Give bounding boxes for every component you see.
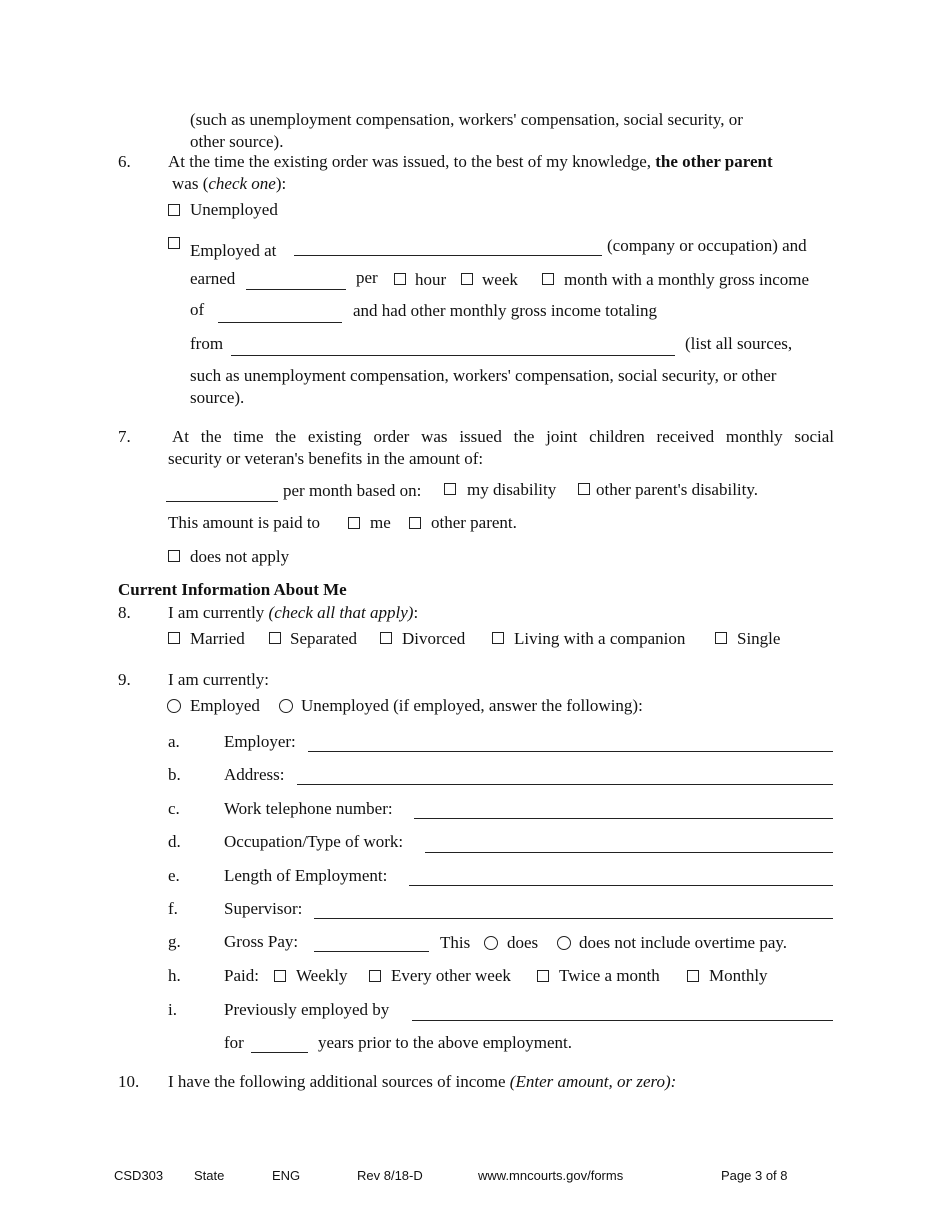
q6-earned-field[interactable] <box>246 289 346 290</box>
address-field[interactable] <box>297 784 833 785</box>
q9e-letter: e. <box>168 866 180 885</box>
footer-page-number: Page 3 of 8 <box>721 1168 788 1183</box>
q9i-letter: i. <box>168 1000 177 1019</box>
q9-employed-radio[interactable] <box>167 699 181 713</box>
q9c-letter: c. <box>168 799 180 818</box>
q6-employed-checkbox[interactable] <box>168 237 180 249</box>
q9-text: I am currently: <box>168 670 270 689</box>
q7-my-disability-label: my disability <box>467 480 557 499</box>
q7-number: 7. <box>118 427 131 446</box>
pay-monthly-checkbox[interactable] <box>687 970 699 982</box>
q9e-label: Length of Employment: <box>224 866 388 885</box>
supervisor-field[interactable] <box>314 918 833 919</box>
pay-monthly-label: Monthly <box>709 966 768 985</box>
q6-unemployed-checkbox[interactable] <box>168 204 180 216</box>
q6-per-label: per <box>356 268 378 287</box>
q7-paid-to-label: This amount is paid to <box>168 513 321 532</box>
q9-number: 9. <box>118 670 131 689</box>
q9f-label: Supervisor: <box>224 899 303 918</box>
q9b-letter: b. <box>168 765 181 784</box>
q6-of-label: of <box>190 300 205 319</box>
years-prior-label: years prior to the above employment. <box>318 1033 572 1052</box>
q6-company-label: (company or occupation) and <box>607 236 807 255</box>
q8-separated-label: Separated <box>290 629 358 648</box>
q6-text-line-1: At the time the existing order was issued, to the best of my knowledge, the other parent <box>168 152 773 171</box>
q6-month-label: month with a monthly gross income <box>564 270 810 289</box>
q6-sources-field[interactable] <box>231 355 675 356</box>
does-not-radio[interactable] <box>557 936 571 950</box>
intro-line-2: other source). <box>190 132 284 151</box>
q9-unemployed-radio[interactable] <box>279 699 293 713</box>
q9b-label: Address: <box>224 765 285 784</box>
pay-weekly-label: Weekly <box>296 966 348 985</box>
pay-weekly-checkbox[interactable] <box>274 970 286 982</box>
pay-twice-month-label: Twice a month <box>559 966 660 985</box>
q9f-letter: f. <box>168 899 178 918</box>
work-phone-field[interactable] <box>414 818 833 819</box>
gross-pay-label: Gross Pay: <box>224 932 299 951</box>
does-not-label: does not include overtime pay. <box>579 933 788 952</box>
q6-number: 6. <box>118 152 131 171</box>
q7-not-apply-checkbox[interactable] <box>168 550 180 562</box>
q8-single-label: Single <box>737 629 781 648</box>
intro-line-1: (such as unemployment compensation, workers' compensation, social security, or <box>190 110 743 129</box>
q9a-letter: a. <box>168 732 180 751</box>
q6-employer-field[interactable] <box>294 255 602 256</box>
q7-text-line-1: At the time the existing order was issued the joint children received monthly social <box>172 427 834 446</box>
q6-earned-label: earned <box>190 269 236 288</box>
section-title: Current Information About Me <box>118 580 347 599</box>
prev-employed-label: Previously employed by <box>224 1000 390 1019</box>
q7-other-disability-checkbox[interactable] <box>578 483 590 495</box>
footer-url: www.mncourts.gov/forms <box>478 1168 624 1183</box>
q8-divorced-label: Divorced <box>402 629 466 648</box>
employer-field[interactable] <box>308 751 833 752</box>
q6-text-line-2: was (check one): <box>172 174 287 193</box>
q6-week-checkbox[interactable] <box>461 273 473 285</box>
q10-text: I have the following additional sources of income (Enter amount, or zero): <box>168 1072 677 1091</box>
q6-from-label: from <box>190 334 224 353</box>
q9-employed-label: Employed <box>190 696 260 715</box>
q9d-letter: d. <box>168 832 181 851</box>
footer-revision: Rev 8/18-D <box>357 1168 423 1183</box>
this-label: This <box>440 933 471 952</box>
q8-companion-checkbox[interactable] <box>492 632 504 644</box>
q9a-label: Employer: <box>224 732 296 751</box>
q9d-label: Occupation/Type of work: <box>224 832 404 851</box>
occupation-field[interactable] <box>425 852 833 853</box>
q6-gross-income-field[interactable] <box>218 322 342 323</box>
does-radio[interactable] <box>484 936 498 950</box>
prev-years-field[interactable] <box>251 1052 308 1053</box>
footer-language: ENG <box>272 1168 301 1183</box>
q6-sources-line-1: such as unemployment compensation, workers' compensation, social security, or other <box>190 366 777 385</box>
q6-hour-checkbox[interactable] <box>394 273 406 285</box>
for-label: for <box>224 1033 244 1052</box>
q8-single-checkbox[interactable] <box>715 632 727 644</box>
q6-hour-label: hour <box>415 270 447 289</box>
q6-week-label: week <box>482 270 518 289</box>
footer-form-number: CSD303 <box>114 1168 164 1183</box>
q7-me-label: me <box>370 513 391 532</box>
does-label: does <box>507 933 539 952</box>
paid-label: Paid: <box>224 966 259 985</box>
q6-unemployed-label: Unemployed <box>190 200 278 219</box>
length-employment-field[interactable] <box>409 885 833 886</box>
q10-number: 10. <box>118 1072 140 1091</box>
q7-my-disability-checkbox[interactable] <box>444 483 456 495</box>
q7-not-apply-label: does not apply <box>190 547 290 566</box>
q9h-letter: h. <box>168 966 181 985</box>
q7-other-parent-checkbox[interactable] <box>409 517 421 529</box>
q7-other-disability-label: other parent's disability. <box>596 480 759 499</box>
q6-month-checkbox[interactable] <box>542 273 554 285</box>
gross-pay-field[interactable] <box>314 951 429 952</box>
q8-text: I am currently (check all that apply): <box>168 603 419 622</box>
q7-per-month-label: per month based on: <box>283 481 422 500</box>
prev-employer-field[interactable] <box>412 1020 833 1021</box>
pay-every-other-week-checkbox[interactable] <box>369 970 381 982</box>
q7-me-checkbox[interactable] <box>348 517 360 529</box>
pay-twice-month-checkbox[interactable] <box>537 970 549 982</box>
q7-text-line-2: security or veteran's benefits in the amount of: <box>168 449 484 468</box>
q7-other-parent-label: other parent. <box>431 513 517 532</box>
q6-sources-line-2: source). <box>190 388 245 407</box>
q8-divorced-checkbox[interactable] <box>380 632 392 644</box>
q9-unemployed-label: Unemployed (if employed, answer the following): <box>301 696 643 715</box>
q6-list-sources-label: (list all sources, <box>685 334 793 353</box>
q6-employed-at-label: Employed at <box>190 241 277 260</box>
q8-married-checkbox[interactable] <box>168 632 180 644</box>
q9c-label: Work telephone number: <box>224 799 393 818</box>
q8-married-label: Married <box>190 629 245 648</box>
q7-amount-field[interactable] <box>166 501 278 502</box>
q8-companion-label: Living with a companion <box>514 629 686 648</box>
q9g-letter: g. <box>168 932 181 951</box>
footer-state: State <box>194 1168 225 1183</box>
q6-bold-text: the other parent <box>655 152 773 171</box>
q6-other-income-label: and had other monthly gross income totaling <box>353 301 658 320</box>
pay-every-other-week-label: Every other week <box>391 966 511 985</box>
q8-number: 8. <box>118 603 131 622</box>
q8-separated-checkbox[interactable] <box>269 632 281 644</box>
